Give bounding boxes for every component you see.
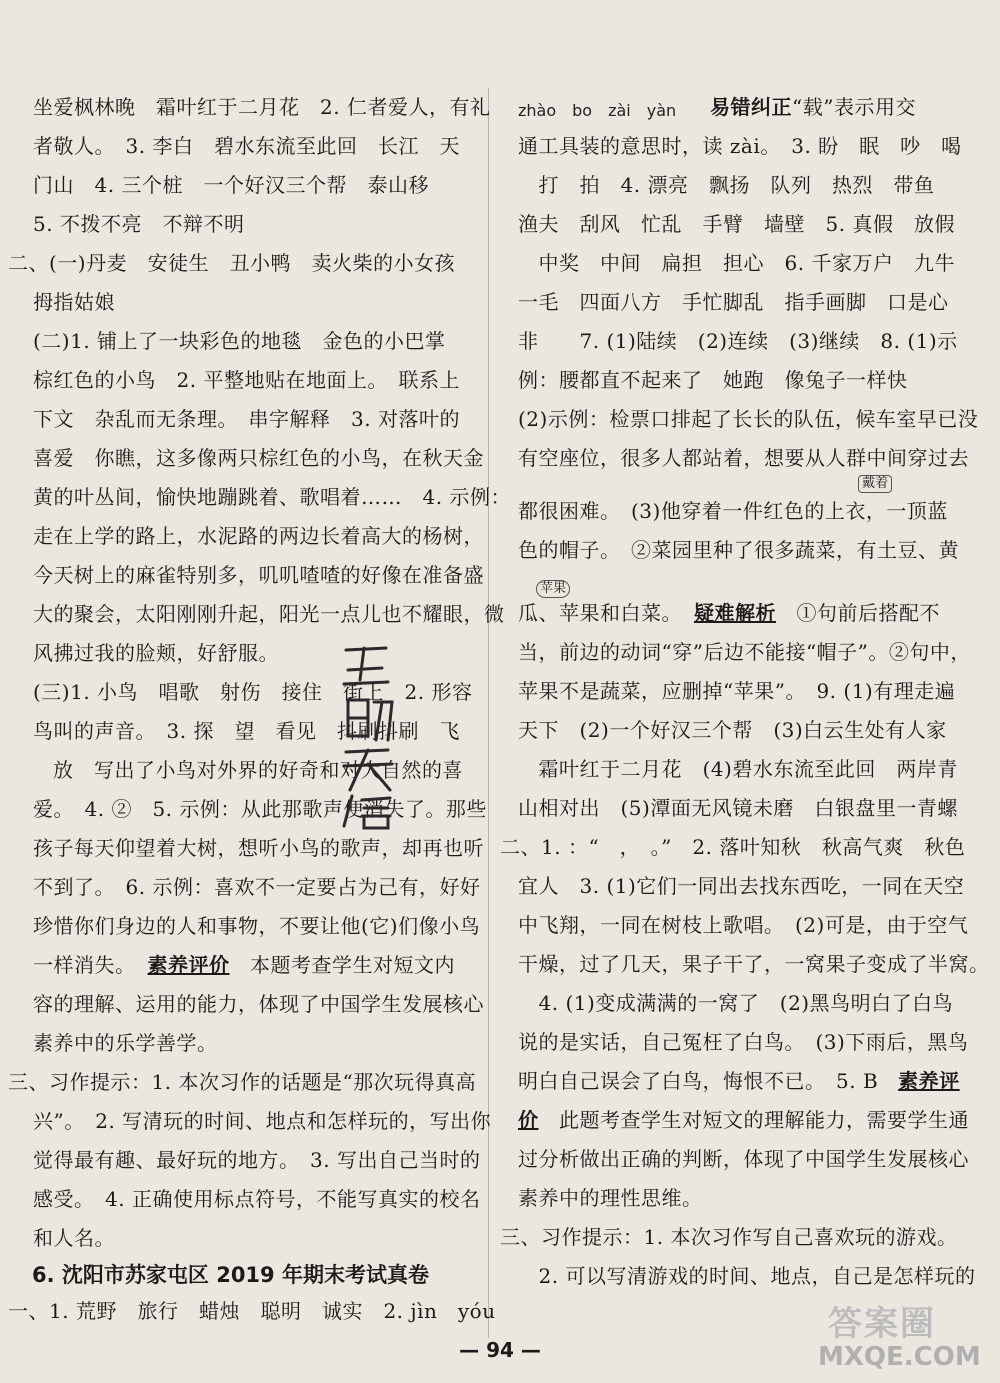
text-line: [33, 952, 455, 978]
text-line: 都很困难。 (3)他穿着一件红色的上衣，一顶蓝: [518, 499, 948, 523]
text-line: 说的是实话，自己冤枉了白鸟。 (3)下雨后，黑鸟: [518, 1030, 969, 1054]
text-segment: “载”表示用交: [792, 95, 916, 119]
text-segment: 瓜、苹果和白菜。: [518, 601, 682, 625]
text-line: 大的聚会，太阳刚刚升起，阳光一点儿也不耀眼，微: [33, 602, 505, 626]
text-line: 放 写出了小鸟对外界的好奇和对大自然的喜: [53, 758, 463, 782]
text-line: [518, 1068, 960, 1094]
text-line: 素养中的乐学善学。: [33, 1031, 218, 1055]
text-line: 一毛 四面八方 手忙脚乱 指手画脚 口是心: [518, 290, 949, 314]
text-line: [518, 1107, 969, 1133]
text-line: 三、习作提示：1. 本次习作写自己喜欢玩的游戏。: [500, 1225, 958, 1249]
difficulty-analysis-tag: 疑难解析: [694, 601, 776, 625]
text-line: 珍惜你们身边的人和事物，不要让他(它)们像小鸟: [33, 914, 481, 938]
text-line: 孩子每天仰望着大树，想听小鸟的歌声，却再也听: [33, 836, 484, 860]
text-line: 一、1. 荒野 旅行 蜡烛 聪明 诚实 2. jìn yóu: [8, 1299, 496, 1323]
text-line: 中奖 中间 扁担 担心 6. 千家万户 九牛: [518, 251, 955, 275]
text-line: 霜叶红于二月花 (4)碧水东流至此回 两岸青: [518, 757, 958, 781]
watermark: [808, 1296, 993, 1376]
text-line: 中飞翔，一同在树枝上歌唱。 (2)可是，由于空气: [518, 913, 969, 937]
text-line: 门山 4. 三个桩 一个好汉三个帮 泰山移: [33, 173, 429, 197]
text-line: 下文 杂乱而无条理。 串字解释 3. 对落叶的: [33, 407, 460, 431]
text-line: 不到了。 6. 示例：喜欢不一定要占为己有，好好: [33, 875, 481, 899]
text-line: (二)1. 铺上了一块彩色的地毯 金色的小巴掌: [33, 329, 446, 353]
text-line: [518, 600, 940, 626]
watermark-url: MXQE.COM: [818, 1342, 981, 1372]
handwritten-note-box: 戴着: [858, 475, 892, 493]
evaluation-tag: 价: [518, 1108, 539, 1132]
text-line: 非 7. (1)陆续 (2)连续 (3)继续 8. (1)示: [518, 329, 958, 353]
watermark-logo: 答案圈: [828, 1304, 936, 1344]
text-line: [710, 94, 916, 120]
text-line: 今天树上的麻雀特别多，叽叽喳喳的好像在准备盛: [33, 563, 484, 587]
text-line: 坐爱枫林晚 霜叶红于二月花 2. 仁者爱人，有礼: [33, 95, 491, 119]
text-line: 打 拍 4. 漂亮 飘扬 队列 热烈 带鱼: [518, 173, 935, 197]
text-segment: 本题考查学生对短文内: [229, 953, 455, 977]
text-line: 通工具装的意思时，读 zài。 3. 盼 眠 吵 喝: [518, 134, 962, 158]
pinyin-line: zhào bo zài yàn: [518, 101, 677, 120]
section-title: 6. 沈阳市苏家屯区 2019 年期末考试真卷: [32, 1263, 429, 1287]
text-line: 感受。 4. 正确使用标点符号，不能写真实的校名: [33, 1187, 481, 1211]
text-line: 有空座位，很多人都站着，想要从人群中间穿过去: [518, 446, 969, 470]
text-line: 天下 (2)一个好汉三个帮 (3)白云生处有人家: [518, 718, 947, 742]
evaluation-tag: 素养评: [898, 1069, 960, 1093]
text-line: 棕红色的小鸟 2. 平整地贴在地面上。 联系上: [33, 368, 460, 392]
text-line: 者敬人。 3. 李白 碧水东流至此回 长江 天: [33, 134, 460, 158]
text-line: 素养中的理性思维。: [518, 1186, 703, 1210]
text-line: 走在上学的路上，水泥路的两边长着高大的杨树，: [33, 524, 484, 548]
text-line: 和人名。: [33, 1226, 115, 1250]
text-line: 兴”。 2. 写清玩的时间、地点和怎样玩的，写出你: [33, 1109, 492, 1133]
text-line: 宜人 3. (1)它们一同出去找东西吃，一同在天空: [518, 874, 965, 898]
column-divider: [488, 88, 489, 1338]
text-line: 渔夫 刮风 忙乱 手臂 墙壁 5. 真假 放假: [518, 212, 955, 236]
text-line: 拇指姑娘: [33, 290, 115, 314]
text-line: 4. (1)变成满满的一窝了 (2)黑鸟明白了白鸟: [518, 991, 954, 1015]
text-segment: ①句前后搭配不: [776, 601, 940, 625]
text-line: 2. 可以写清游戏的时间、地点，自己是怎样玩的: [518, 1264, 976, 1288]
text-line: 当，前边的动词“穿”后边不能接“帽子”。②句中，: [518, 640, 971, 664]
text-line: 三、习作提示：1. 本次习作的话题是“那次玩得真高: [8, 1070, 477, 1094]
text-line: 苹果不是蔬菜，应删掉“苹果”。 9. (1)有理走遍: [518, 679, 956, 703]
text-line: (2)示例：检票口排起了长长的队伍，候车室早已没: [518, 407, 979, 431]
text-segment: 一样消失。: [33, 953, 136, 977]
text-line: 鸟叫的声音。 3. 探 望 看见 抖刷抖刷 飞: [33, 719, 460, 743]
text-line: 二、(一)丹麦 安徒生 丑小鸭 卖火柴的小女孩: [8, 251, 456, 275]
text-line: 干燥，过了几天，果子干了，一窝果子变成了半窝。: [518, 952, 990, 976]
evaluation-tag: 素养评价: [147, 953, 230, 977]
text-line: 色的帽子。 ②菜园里种了很多蔬菜，有土豆、黄: [518, 538, 959, 562]
handwritten-annotation: [338, 640, 398, 830]
text-line: 觉得最有趣、最好玩的地方。 3. 写出自己当时的: [33, 1148, 481, 1172]
text-line: 过分析做出正确的判断，体现了中国学生发展核心: [518, 1147, 969, 1171]
error-correction-tag: 易错纠正: [710, 95, 792, 119]
text-line: 风拂过我的脸颊，好舒服。: [33, 641, 279, 665]
text-line: 爱。 4. ② 5. 示例：从此那歌声便消失了。那些: [33, 797, 487, 821]
text-segment: 此题考查学生对短文的理解能力，需要学生通: [538, 1108, 969, 1132]
text-line: 喜爱 你瞧，这多像两只棕红色的小鸟，在秋天金: [33, 446, 484, 470]
text-line: 山相对出 (5)潭面无风镜未磨 白银盘里一青螺: [518, 796, 958, 820]
text-segment: 明白自己误会了白鸟，悔恨不已。 5. B: [518, 1069, 879, 1093]
text-line: (三)1. 小鸟 唱歌 射伤 接住 街上 2. 形容: [33, 680, 473, 704]
text-line: 容的理解、运用的能力，体现了中国学生发展核心: [33, 992, 484, 1016]
text-line: 例：腰都直不起来了 她跑 像兔子一样快: [518, 368, 908, 392]
page-number: — 94 —: [459, 1338, 541, 1362]
text-line: 二、1. ：“ ， 。” 2. 落叶知秋 秋高气爽 秋色: [500, 835, 966, 859]
handwritten-note-box: 苹果: [536, 580, 570, 598]
text-line: 黄的叶丛间，愉快地蹦跳着、歌唱着…… 4. 示例：: [33, 485, 511, 509]
text-line: 5. 不拨不亮 不辩不明: [33, 212, 245, 236]
